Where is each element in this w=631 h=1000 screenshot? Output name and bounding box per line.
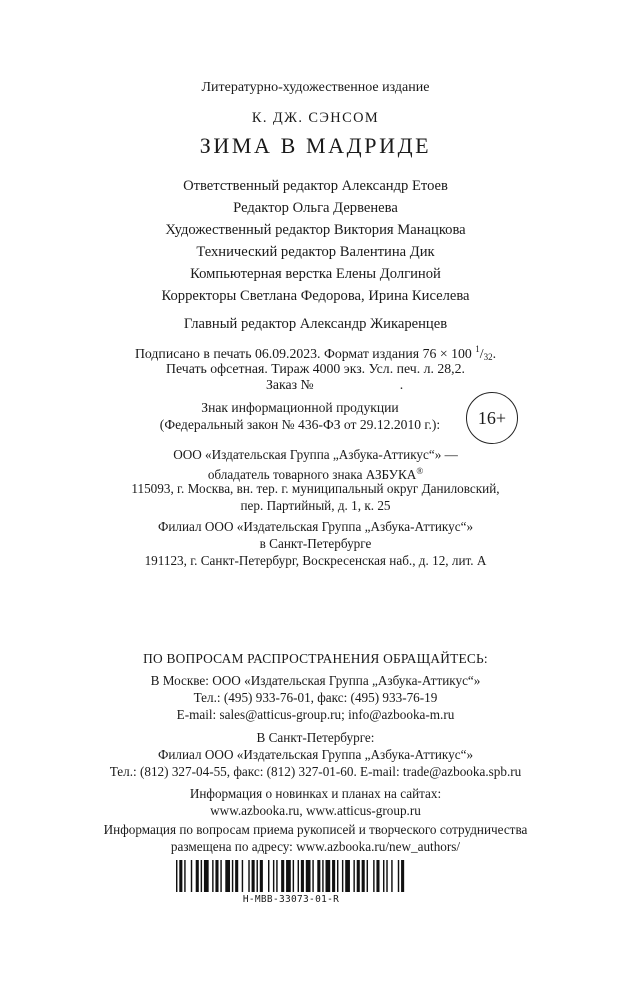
barcode-bar — [337, 860, 338, 892]
registered-mark: ® — [416, 466, 424, 476]
moscow-line: E-mail: sales@atticus-group.ru; info@azbooka-m.ru — [176, 707, 455, 722]
barcode-bar — [357, 860, 360, 892]
barcode-bar — [322, 860, 323, 892]
barcode-bar — [301, 860, 304, 892]
barcode-bar — [401, 860, 404, 892]
barcode-bar — [281, 860, 284, 892]
barcode-bar — [220, 860, 221, 892]
barcode-bar — [317, 860, 320, 892]
barcode-bar — [260, 860, 263, 892]
barcode-bar — [367, 860, 368, 892]
chief-editor: Главный редактор Александр Жикаренцев — [183, 316, 448, 332]
print-info-line1 — [100, 344, 531, 362]
barcode-bar — [257, 860, 258, 892]
format-fraction: $^1$/32 — [475, 344, 493, 362]
barcode-bar — [215, 860, 218, 892]
barcode-bar — [179, 860, 182, 892]
barcode-bar — [362, 860, 365, 892]
barcode-bar — [383, 860, 384, 892]
credit-line: Ответственный редактор Александр Етоев — [183, 178, 448, 194]
branch-line2: в Санкт-Петербурге — [259, 536, 372, 551]
distribution-heading: ПО ВОПРОСАМ РАСПРОСТРАНЕНИЯ ОБРАЩАЙТЕСЬ: — [143, 651, 488, 666]
barcode-bar — [398, 860, 399, 892]
barcode-bar — [196, 860, 199, 892]
print-line1-end: . — [492, 346, 497, 361]
spb-line: В Санкт-Петербурге: — [256, 730, 375, 745]
print-format-text: Подписано в печать 06.09.2023. Формат издания 76 × 100 — [134, 346, 472, 361]
barcode-bars — [176, 860, 406, 892]
moscow-line: В Москве: ООО «Издательская Группа „Азбука-Аттикус“» — [150, 673, 481, 688]
sites-line: www.azbooka.ru, www.atticus-group.ru — [210, 803, 421, 818]
barcode-bar — [312, 860, 313, 892]
barcode-bar — [345, 860, 350, 892]
credit-line: Редактор Ольга Дервенева — [233, 200, 398, 216]
barcode-bar — [373, 860, 374, 892]
barcode-bar — [298, 860, 299, 892]
barcode-bar — [268, 860, 269, 892]
spb-line: Тел.: (812) 327-04-55, факс: (812) 327-01-60. E-mail: trade@azbooka.spb.ru — [109, 764, 522, 779]
order-end: . — [399, 377, 404, 392]
barcode-bar — [326, 860, 331, 892]
barcode-bar — [248, 860, 249, 892]
print-info-line2: Печать офсетная. Тираж 4000 экз. Усл. печ. л. 28,2. — [166, 361, 465, 376]
publisher-address1: 115093, г. Москва, вн. тер. г. муниципальный округ Даниловский, — [131, 481, 500, 496]
age-rating-line1: Знак информационной продукции — [201, 400, 399, 415]
credit-line: Корректоры Светлана Федорова, Ирина Киселева — [161, 288, 470, 304]
manuscripts-line: Информация по вопросам приема рукописей и творческого сотрудничества — [103, 822, 528, 837]
barcode-bar — [286, 860, 291, 892]
format-denominator: 32 — [483, 352, 493, 362]
barcode-bar — [276, 860, 277, 892]
barcode-bar — [184, 860, 185, 892]
age-rating-badge: 16+ — [466, 392, 518, 444]
barcode-bar — [342, 860, 343, 892]
barcode-code: Н-МВВ-33073-01-R — [242, 894, 340, 905]
order-number — [266, 377, 466, 393]
branch-address: 191123, г. Санкт-Петербург, Воскресенская наб., д. 12, лит. А — [144, 553, 487, 568]
trademark-text: обладатель товарного знака АЗБУКА — [207, 467, 417, 482]
order-label: Заказ № — [266, 377, 314, 392]
branch-line1: Филиал ООО «Издательская Группа „Азбука-Аттикус“» — [157, 519, 474, 534]
barcode — [176, 860, 406, 905]
barcode-bar — [242, 860, 243, 892]
barcode-bar — [376, 860, 379, 892]
credit-line: Компьютерная верстка Елены Долгиной — [190, 266, 441, 282]
barcode-bar — [332, 860, 335, 892]
barcode-bar — [235, 860, 238, 892]
edition-type: Литературно-художественное издание — [201, 80, 430, 95]
author-name: К. ДЖ. СЭНСОМ — [251, 110, 380, 126]
barcode-bar — [176, 860, 177, 892]
barcode-bar — [212, 860, 213, 892]
spb-line: Филиал ООО «Издательская Группа „Азбука-Аттикус“» — [157, 747, 474, 762]
manuscripts-line: размещена по адресу: www.azbooka.ru/new_authors/ — [170, 839, 461, 854]
barcode-bar — [191, 860, 192, 892]
sites-line: Информация о новинках и планах на сайтах: — [189, 786, 442, 801]
age-rating-line2: (Федеральный закон № 436-ФЗ от 29.12.2010 г.): — [159, 417, 441, 432]
age-rating-text — [150, 399, 450, 433]
barcode-bar — [293, 860, 294, 892]
credit-line: Технический редактор Валентина Дик — [196, 244, 435, 260]
barcode-bar — [391, 860, 392, 892]
moscow-line: Тел.: (495) 933-76-01, факс: (495) 933-76-19 — [193, 690, 438, 705]
barcode-bar — [353, 860, 354, 892]
format-numerator: 1 — [475, 344, 480, 354]
publisher-address2: пер. Партийный, д. 1, к. 25 — [240, 498, 391, 513]
barcode-bar — [225, 860, 230, 892]
barcode-bar — [273, 860, 274, 892]
barcode-bar — [306, 860, 311, 892]
barcode-bar — [386, 860, 387, 892]
barcode-bar — [232, 860, 233, 892]
barcode-bar — [204, 860, 209, 892]
barcode-bar — [252, 860, 255, 892]
book-title: ЗИМА В МАДРИДЕ — [199, 133, 432, 158]
barcode-bar — [201, 860, 202, 892]
publisher-line1: ООО «Издательская Группа „Азбука-Аттикус“» — — [173, 447, 458, 462]
credit-line: Художественный редактор Виктория Манацкова — [165, 222, 466, 238]
